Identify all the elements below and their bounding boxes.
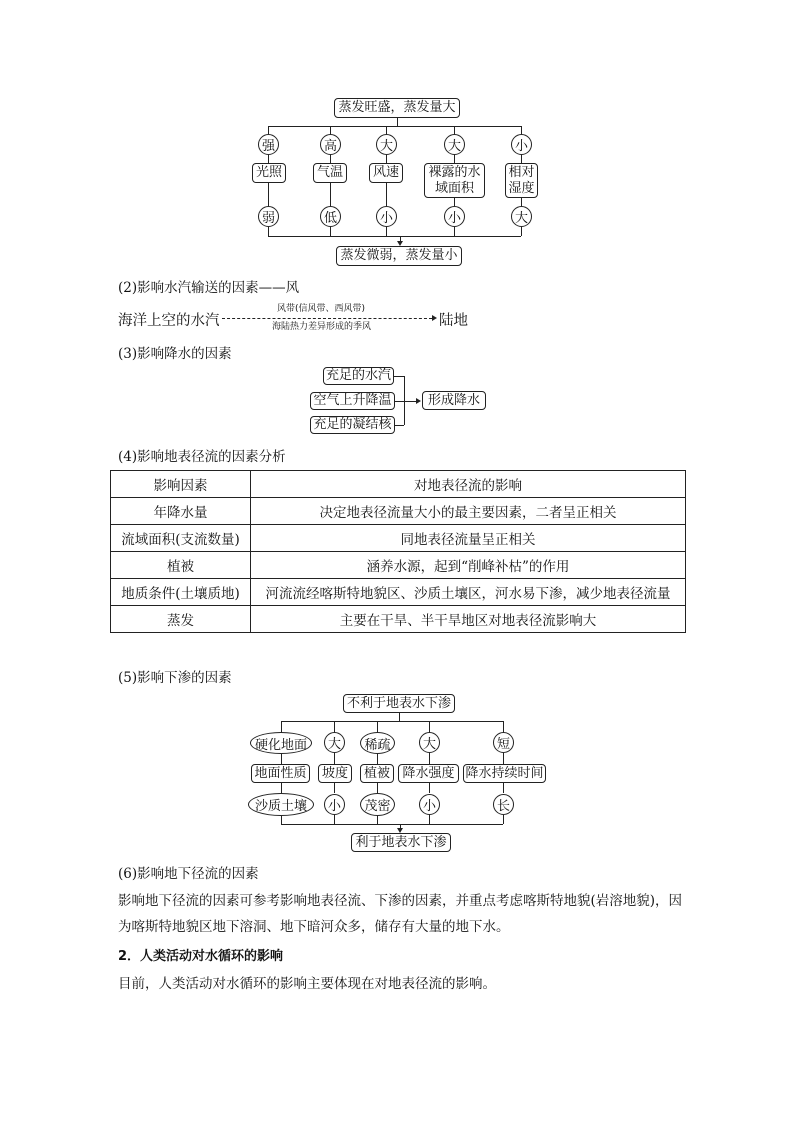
table-cell: 涵养水源，起到“削峰补枯”的作用 [251,552,686,579]
table-row [111,498,686,525]
top-factor-circle: 大 [419,732,440,753]
groundwater-paragraph: 影响地下径流的因素可参考影响地表径流、下渗的因素，并重点考虑喀斯特地貌(岩溶地貌)，因为喀斯特地貌区地下溶洞、地下暗河众多，储存有大量的地下水。 [118,893,683,935]
table-cell: 同地表径流量呈正相关 [251,525,686,552]
infiltration-factor-box: 降水强度 [398,764,459,783]
factor-box: 气温 [313,163,347,183]
factor-line: 湿度 [508,180,535,196]
factor-line: 裸露的水 [428,164,481,180]
infiltration-factor-box: 地面性质 [251,764,310,783]
high-level-circle: 大 [444,134,465,155]
section-heading: (5)影响下渗的因素 [118,670,232,686]
table-cell: 植被 [111,552,251,579]
table-cell: 决定地表径流量大小的最主要因素，二者呈正相关 [251,498,686,525]
top-factor-oval: 硬化地面 [250,732,312,754]
section-heading: (4)影响地表径流的因素分析 [118,449,286,465]
bottom-factor-circle: 小 [419,794,440,815]
human-activity-paragraph: 目前，人类活动对水循环的影响主要体现在对地表径流的影响。 [118,976,496,992]
table-header-row [111,471,686,498]
factor-line: 相对 [508,164,535,180]
bottom-factor-oval: 茂密 [360,793,395,816]
vapor-destination-label: 陆地 [439,313,468,329]
table-row [111,606,686,633]
evaporation-weak-box: 蒸发微弱，蒸发量小 [336,246,462,266]
precipitation-factor-box: 充足的水汽 [323,367,394,385]
table-cell: 主要在干旱、半干旱地区对地表径流影响大 [251,606,686,633]
precipitation-result-box: 形成降水 [422,391,486,410]
arrow-label-under: 海陆热力差异形成的季风 [270,319,373,332]
top-factor-circle: 大 [324,732,345,753]
table-header-cell: 对地表径流的影响 [251,471,686,498]
factor-box: 风速 [369,163,403,183]
high-level-circle: 大 [511,206,532,227]
factor-box: 光照 [252,163,286,183]
section-heading: 2．人类活动对水循环的影响 [118,949,284,964]
top-factor-circle: 短 [493,732,514,753]
factor-line: 域面积 [434,180,474,196]
table-cell: 年降水量 [111,498,251,525]
table-cell: 蒸发 [111,606,251,633]
table-row [111,525,686,552]
low-level-circle: 小 [444,206,465,227]
infiltration-factor-box: 降水持续时间 [463,764,546,783]
high-level-circle: 强 [258,134,279,155]
table-header-cell: 影响因素 [111,471,251,498]
arrow-label-over: 风带(信风带、西风带) [275,301,367,314]
bottom-factor-circle: 长 [493,794,514,815]
table-cell: 地质条件(土壤质地) [111,579,251,606]
bottom-factor-oval: 沙质土壤 [248,793,314,816]
factor-box [424,163,485,198]
low-level-circle: 小 [511,134,532,155]
low-level-circle: 小 [376,206,397,227]
factor-box [505,163,538,198]
table-cell: 河流流经喀斯特地貌区、沙质土壤区，河水易下渗，减少地表径流量 [251,579,686,606]
infiltration-unfavorable-box: 不利于地表水下渗 [343,694,455,713]
evaporation-strong-box: 蒸发旺盛，蒸发量大 [334,98,460,118]
table-cell: 流域面积(支流数量) [111,525,251,552]
table-row [111,579,686,606]
section-heading: (6)影响地下径流的因素 [118,866,259,882]
high-level-circle: 高 [320,134,341,155]
infiltration-favorable-box: 利于地表水下渗 [351,833,451,852]
section-heading: (2)影响水汽输送的因素——风 [118,280,300,296]
low-level-circle: 低 [320,206,341,227]
vapor-source-label: 海洋上空的水汽 [118,313,220,329]
section-heading: (3)影响降水的因素 [118,346,232,362]
infiltration-factor-box: 坡度 [318,764,352,783]
runoff-factors-table [110,470,686,633]
precipitation-factor-box: 充足的凝结核 [310,416,395,434]
table-row [111,552,686,579]
high-level-circle: 大 [376,134,397,155]
infiltration-factor-box: 植被 [360,764,394,783]
low-level-circle: 弱 [258,206,279,227]
bottom-factor-circle: 小 [324,794,345,815]
top-factor-oval: 稀疏 [360,732,395,754]
precipitation-factor-box: 空气上升降温 [310,392,395,410]
